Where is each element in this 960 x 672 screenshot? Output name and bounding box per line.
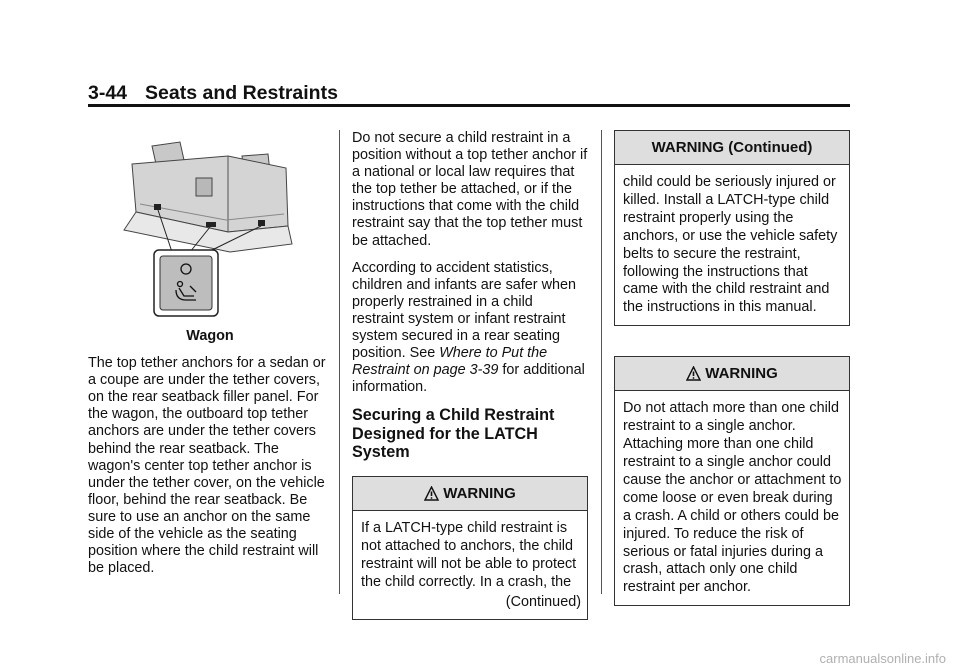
warning-continued-header: WARNING (Continued) xyxy=(615,131,849,165)
warning-icon xyxy=(686,366,701,381)
figure-caption: Wagon xyxy=(186,328,234,344)
right-tether-anchor xyxy=(258,220,265,226)
tether-anchor-paragraph: The top tether anchors for a sedan or a coupe are under the tether covers, on the rear seatback filler panel. For the wagon, the outboard top tether anchors are under the tether covers behind the rear seatback. The wagon's center top tether anchor is under the tether cover, on the vehicle floor, behind the rear seatback. Be sure to use an anchor on the same side of the vehicle as the seating position where the child restraint will be placed. xyxy=(88,355,326,577)
warning-icon xyxy=(424,486,439,501)
page-title: Seats and Restraints xyxy=(145,82,338,104)
column-divider-1 xyxy=(339,130,340,594)
header-rule xyxy=(88,104,850,107)
warning-continued-text: child could be seriously injured or killed. Install a LATCH-type child restraint properly using the anchors, or use the vehicle safety belts to secure the restraint, following the instructions that came with the child restraint and the instructions in this manual. xyxy=(623,174,838,316)
cross-reference-link[interactable]: Where to Put the Restraint on page 3-39 xyxy=(352,345,548,379)
left-tether-anchor xyxy=(154,204,161,210)
accident-statistics-paragraph: According to accident statistics, children and infants are safer when properly restrained in a child restraint system or infant restraint system secured in a rear seating position. See Where to Put the Restraint on page 3-39 for additional information. xyxy=(352,259,585,396)
warning-box-continued xyxy=(614,130,850,326)
column-3 xyxy=(614,130,850,606)
warning-header: WARNING xyxy=(615,357,849,391)
page-header xyxy=(88,80,850,106)
column-divider-2 xyxy=(601,130,602,594)
continued-label: (Continued) xyxy=(505,593,581,610)
warning-box-single-anchor xyxy=(614,356,850,606)
warning-text: If a LATCH-type child restraint is not attached to anchors, the child restraint will not be able to protect the child correctly. In a crash, the xyxy=(361,519,577,590)
warning-box-latch xyxy=(352,476,588,621)
column-2 xyxy=(352,130,588,620)
top-tether-paragraph: Do not secure a child restraint in a position without a top tether anchor if a national or local law requires that the top tether be attached, or if the instructions that come with the child restraint say that the top tether must be attached. xyxy=(352,130,588,249)
center-tether-anchor xyxy=(206,222,216,227)
watermark: carmanualsonline.info xyxy=(819,651,946,666)
rear-seat-tether-illustration xyxy=(110,134,300,324)
pass-through-panel xyxy=(196,178,212,196)
warning-text: Do not attach more than one child restraint to a single anchor. Attaching more than one child restraint to a single anchor could cause the anchor or attachment to come loose or even break during a crash. A child or others could be injured. To reduce the risk of serious or fatal injuries during a crash, attach only one child restraint per anchor. xyxy=(623,400,842,596)
page-number: 3-44 xyxy=(88,82,128,104)
column-1 xyxy=(88,326,332,587)
section-heading: Securing a Child Restraint Designed for the LATCH System xyxy=(352,406,555,462)
warning-header: WARNING xyxy=(353,477,587,511)
